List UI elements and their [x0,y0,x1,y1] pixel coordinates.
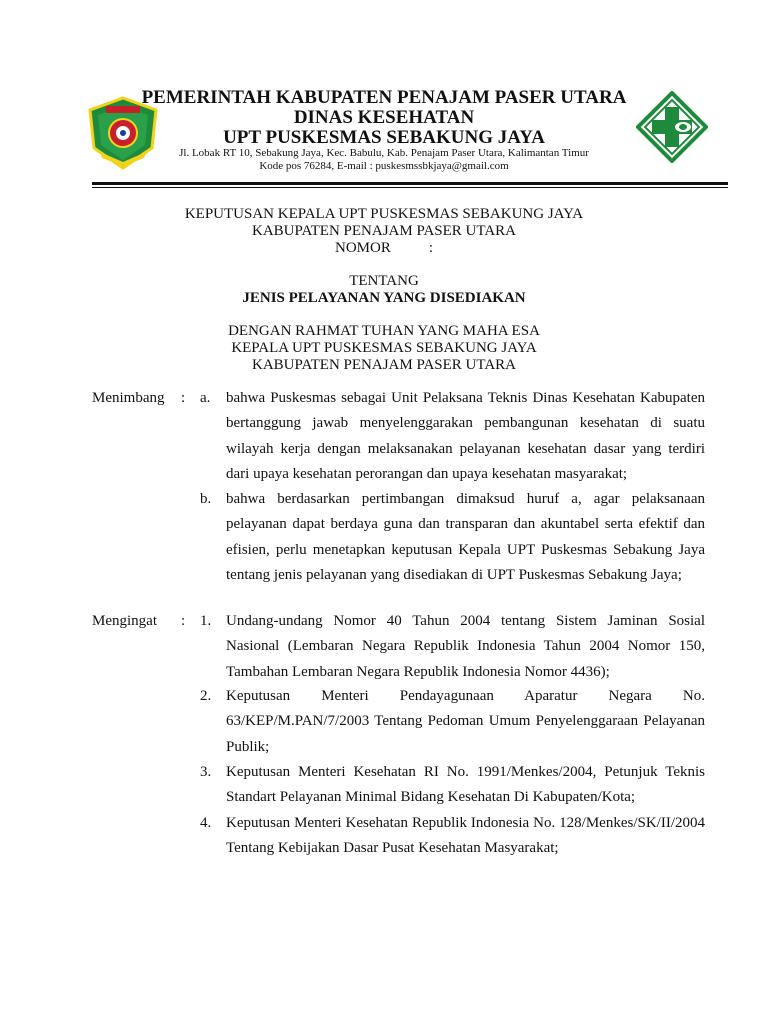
mengingat-item-2: Keputusan Menteri Pendayagunaan Aparatur Negara No. 63/KEP/M.PAN/7/2003 Tentang Pedoman Umum Penyelenggaraan Pelayanan Publik; [226,688,705,755]
mengingat-marker-3: 3. [200,764,212,780]
mengingat-marker-1: 1. [200,613,212,629]
header-divider-thick [92,182,728,185]
menimbang-label: Menimbang [92,390,165,406]
mengingat-label: Mengingat [92,613,157,629]
nomor-line [92,240,676,257]
header-line-1: PEMERINTAH KABUPATEN PENAJAM PASER UTARA [141,87,627,108]
menimbang-colon: : [181,390,186,406]
opening-line-3: KABUPATEN PENAJAM PASER UTARA [252,357,516,373]
title-line-2: KABUPATEN PENAJAM PASER UTARA [252,223,516,239]
menimbang-marker-b: b. [200,491,212,507]
title-line-1: KEPUTUSAN KEPALA UPT PUSKESMAS SEBAKUNG JAYA [184,206,584,222]
menimbang-item-b: bahwa berdasarkan pertimbangan dimaksud huruf a, agar pelaksanaan pelayanan dapat berdaya guna dan transparan dan akuntabel serta efektif dan efisien, perlu menetapkan keputusan Kepala UPT Puskesmas Sebakung Jaya tentang jenis pelayanan yang disediakan di UPT Puskesmas Sebakung Jaya; [226,491,705,584]
opening-line-2: KEPALA UPT PUSKESMAS SEBAKUNG JAYA [231,340,537,356]
header-line-3: UPT PUSKESMAS SEBAKUNG JAYA [223,127,545,148]
nomor-colon: : [428,240,433,256]
tentang-label: TENTANG [349,273,419,289]
mengingat-item-4: Keputusan Menteri Kesehatan Republik Indonesia No. 128/Menkes/SK/II/2004 Tentang Kebijakan Dasar Pusat Kesehatan Masyarakat; [226,815,705,857]
opening-line-1: DENGAN RAHMAT TUHAN YANG MAHA ESA [228,323,540,339]
nomor-label: NOMOR [334,240,391,256]
mengingat-marker-4: 4. [200,815,212,831]
mengingat-item-3: Keputusan Menteri Kesehatan RI No. 1991/Menkes/2004, Petunjuk Teknis Standart Pelayanan Minimal Bidang Kesehatan Di Kabupaten/Kota; [226,764,705,806]
header-divider-thin [92,187,728,188]
header-address-1: Jl. Lobak RT 10, Sebakung Jaya, Kec. Babulu, Kab. Penajam Paser Utara, Kalimantan Timur [179,147,589,159]
menimbang-marker-a: a. [200,390,211,406]
mengingat-item-1: Undang-undang Nomor 40 Tahun 2004 tentang Sistem Jaminan Sosial Nasional (Lembaran Negara Republik Indonesia Tahun 2004 Nomor 150, Tambahan Lembaran Negara Republik Indonesia Nomor 4436); [226,613,705,680]
header-line-2: DINAS KESEHATAN [293,107,475,128]
mengingat-marker-2: 2. [200,688,212,704]
menimbang-item-a: bahwa Puskesmas sebagai Unit Pelaksana Teknis Dinas Kesehatan Kabupaten bertanggung jawab menyelenggarakan pembangunan kesehatan di suatu wilayah kerja dengan melaksanakan pelayanan kesehatan dasar yang terdiri dari upaya kesehatan perorangan dan upaya kesehatan masyarakat; [226,390,705,483]
mengingat-colon: : [181,613,186,629]
header-address-2: Kode pos 76284, E-mail : puskesmssbkjaya@gmail.com [259,160,509,172]
decree-subject: JENIS PELAYANAN YANG DISEDIAKAN [242,290,526,306]
